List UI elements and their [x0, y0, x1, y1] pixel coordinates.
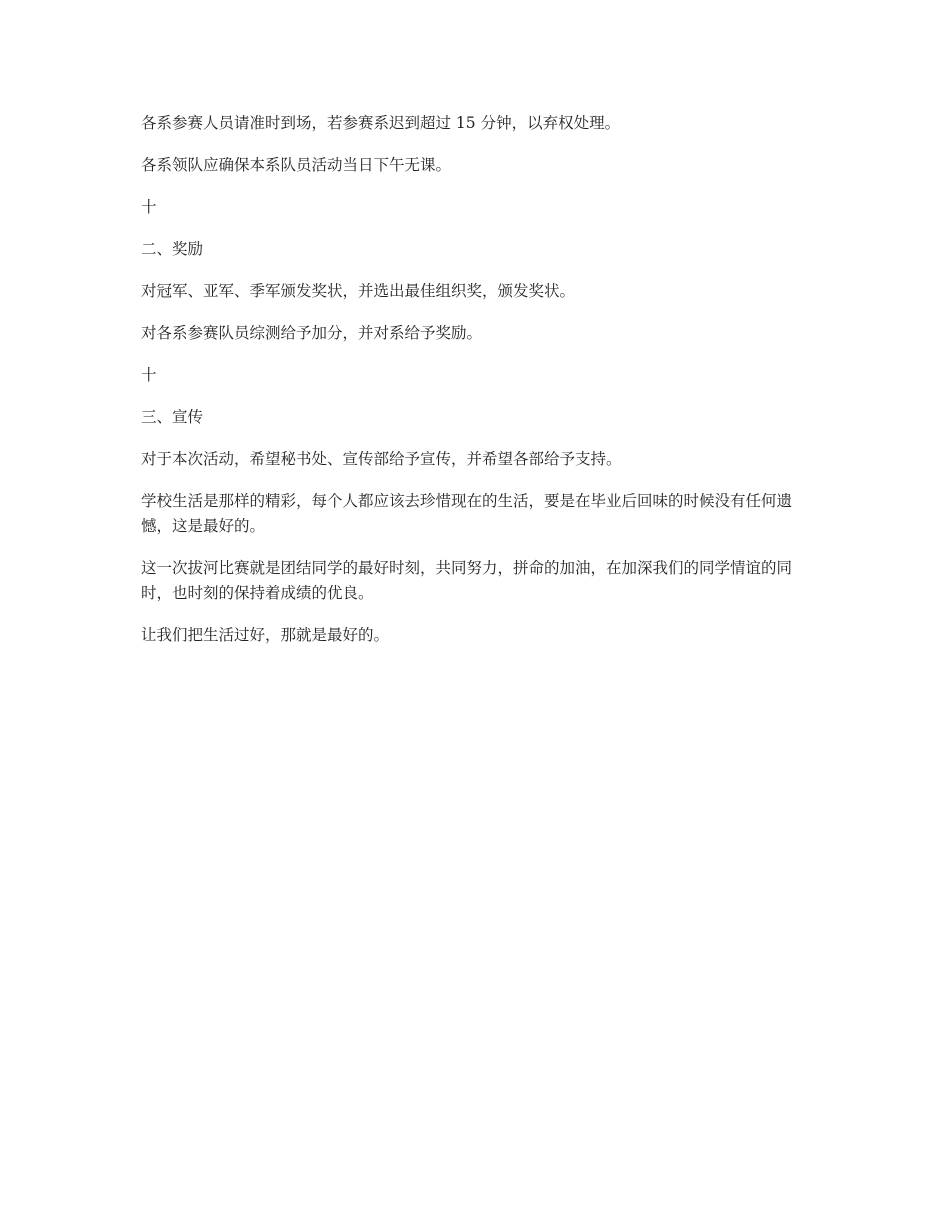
paragraph-school-life: 学校生活是那样的精彩，每个人都应该去珍惜现在的生活，要是在毕业后回味的时候没有任何遗憾，这是最好的。: [141, 492, 793, 535]
paragraph-closing: 让我们把生活过好，那就是最好的。: [141, 626, 390, 644]
section-heading-rewards: 二、奖励: [141, 240, 204, 258]
section-number: 十: [141, 198, 157, 216]
paragraph-bonus-points: 对各系参赛队员综测给予加分，并对系给予奖励。: [141, 324, 483, 342]
paragraph-no-class: 各系领队应确保本系队员活动当日下午无课。: [141, 156, 452, 174]
paragraph-awards: 对冠军、亚军、季军颁发奖状，并选出最佳组织奖，颁发奖状。: [141, 282, 576, 300]
paragraph-publicity: 对于本次活动，希望秘书处、宣传部给予宣传，并希望各部给予支持。: [141, 450, 622, 468]
paragraph-tug-of-war: 这一次拔河比赛就是团结同学的最好时刻，共同努力，拼命的加油，在加深我们的同学情谊的同时，也时刻的保持着成绩的优良。: [141, 559, 793, 602]
document-body: [141, 111, 813, 665]
paragraph-on-time-arrival: 各系参赛人员请准时到场，若参赛系迟到超过 15 分钟，以弃权处理。: [141, 114, 621, 132]
section-heading-publicity: 三、宣传: [141, 408, 204, 426]
section-number: 十: [141, 366, 157, 384]
